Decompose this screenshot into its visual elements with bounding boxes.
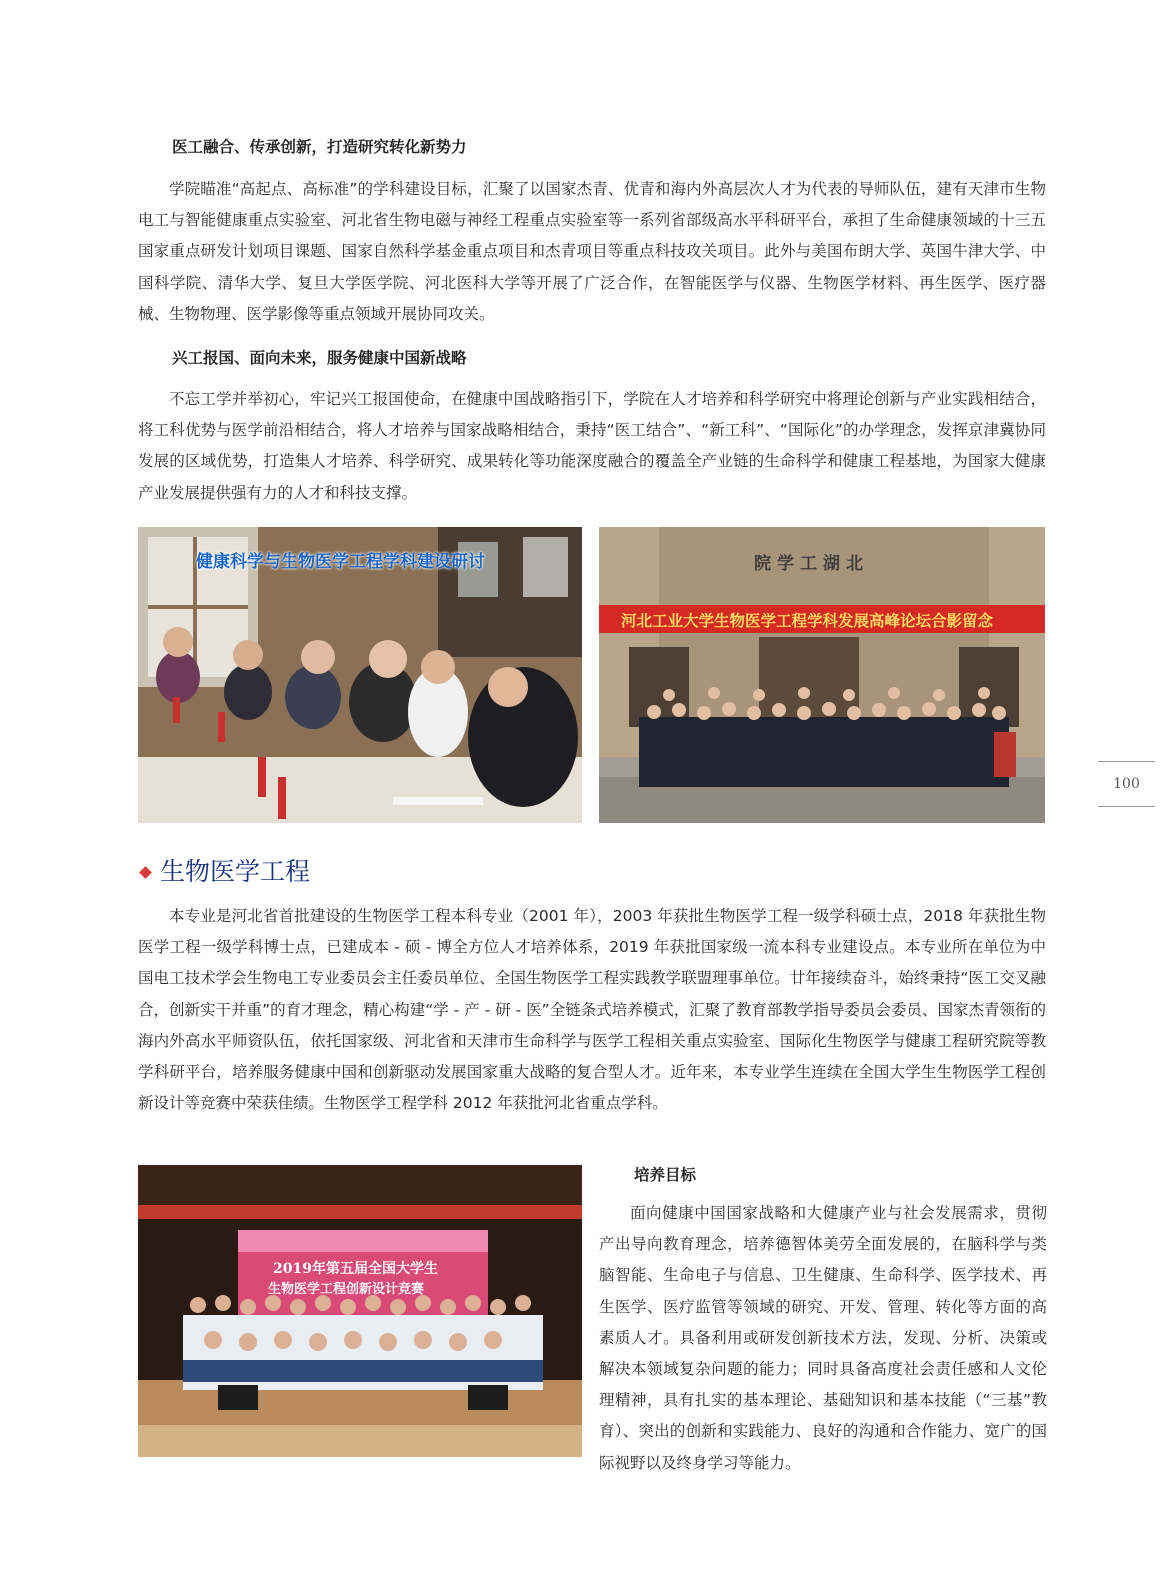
paragraph-research: 学院瞄准“高起点、高标准”的学科建设目标，汇聚了以国家杰青、优青和海内外高层次人才为代表的导师队伍，建有天津市生物电工与智能健康重点实验室、河北省生物电磁与神经工程重点实验室等一系列省部级高水平科研平台，承担了生命健康领域的十三五国家重点研发计划项目课题、国家自然科学基金重点项目和杰青项目等重点科技攻关项目。此外与美国布朗大学、英国牛津大学、中国科学院、清华大学、复旦大学医学院、河北医科大学等开展了广泛合作，在智能医学与仪器、生物医学材料、再生医学、医疗器械、生物物理、医学影像等重点领域开展协同攻关。	[138, 180, 1046, 323]
diamond-bullet-icon	[139, 866, 152, 879]
paragraph-training: 面向健康中国国家战略和大健康产业与社会发展需求，贯彻产出导向教育理念，培养德智体美劳全面发展的，在脑科学与类脑智能、生命电子与信息、卫生健康、生命科学、医学技术、再生医学、医疗监管等领域的研究、开发、管理、转化等方面的高素质人才。具备利用或研发创新技术方法，发现、分析、决策或解决本领域复杂问题的能力；同时具备高度社会责任感和人文伦理精神，具有扎实的基本理论、基础知识和基本技能（“三基”教育）、突出的创新和实践能力、良好的沟通和合作能力、宽广的国际视野以及终身学习等能力。	[599, 1204, 1047, 1472]
seminar-banner-text: 健康科学与生物医学工程学科建设研讨	[196, 552, 485, 572]
page-number-block	[1098, 761, 1155, 807]
group-photo-banner-text: 河北工业大学生物医学工程学科发展高峰论坛合影留念	[621, 611, 994, 630]
training-heading: 培养目标	[634, 1166, 697, 1184]
section-heading-strategy: 兴工报国、面向未来，服务健康中国新战略	[172, 349, 467, 367]
paragraph-strategy: 不忘工学并举初心，牢记兴工报国使命，在健康中国战略指引下，学院在人才培养和科学研究中将理论创新与产业实践相结合，将工科优势与医学前沿相结合，将人才培养与国家战略相结合，秉持“医工结合”、“新工科”、“国际化”的办学理念，发挥京津冀协同发展的区域优势，打造集人才培养、科学研究、成果转化等功能深度融合的覆盖全产业链的生命科学和健康工程基地，为国家大健康产业发展提供强有力的人才和科技支撑。	[138, 390, 1046, 502]
page-number: 100	[1113, 776, 1140, 792]
major-title	[138, 854, 310, 890]
group-photo	[599, 527, 1045, 823]
competition-photo-illustration	[138, 1165, 582, 1457]
major-title-text: 生物医学工程	[160, 857, 311, 886]
competition-banner-line1: 2019年第五届全国大学生	[273, 1261, 438, 1277]
page-number-rule	[1098, 806, 1155, 807]
seminar-photo	[138, 527, 582, 823]
building-sign-text: 院学工湖北	[754, 554, 869, 574]
paragraph-major: 本专业是河北省首批建设的生物医学工程本科专业（2001 年），2003 年获批生物医学工程一级学科硕士点，2018 年获批生物医学工程一级学科博士点，已建成本 - 硕 - 博全方位人才培养体系，2019 年获批国家级一流本科专业建设点。本专业所在单位为中国电工技术学会生物电工专业委员会主任委员单位、全国生物医学工程实践教学联盟理事单位。廿年接续奋斗，始终秉持“医工交叉融合，创新实干并重”的育才理念，精心构建“学 - 产 - 研 - 医”全链条式培养模式，汇聚了教育部教学指导委员会委员、国家杰青领衔的海内外高水平师资队伍，依托国家级、河北省和天津市生命科学与医学工程相关重点实验室、国际化生物医学与健康工程研究院等教学科研平台，培养服务健康中国和创新驱动发展国家重大战略的复合型人才。近年来，本专业学生连续在全国大学生生物医学工程创新设计等竞赛中荣获佳绩。生物医学工程学科 2012 年获批河北省重点学科。	[138, 907, 1046, 1113]
competition-banner-line2: 生物医学工程创新设计竞赛	[268, 1282, 425, 1297]
competition-photo	[138, 1165, 582, 1457]
section-heading-research: 医工融合、传承创新，打造研究转化新势力	[172, 138, 467, 156]
